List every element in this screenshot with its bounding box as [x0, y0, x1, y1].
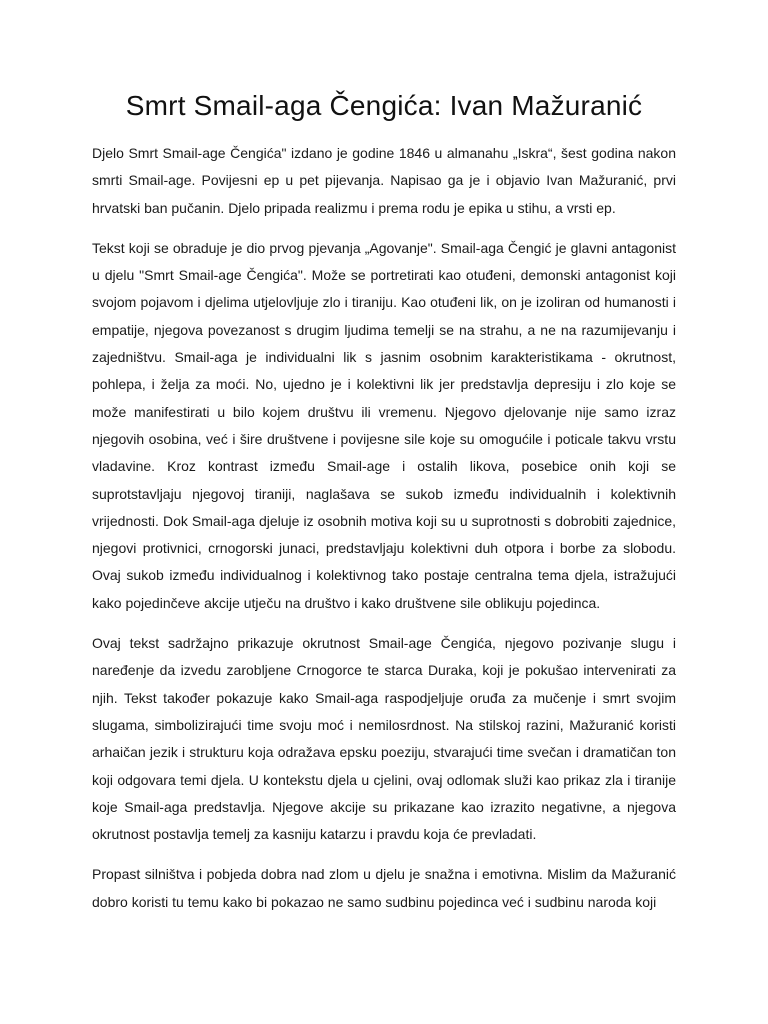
- paragraph-intro: Djelo Smrt Smail-age Čengića" izdano je godine 1846 u almanahu „Iskra“, šest godina nakon smrti Smail-age. Povijesni ep u pet pijevanja. Napisao ga je i objavio Ivan Mažuranić, prvi hrvatski ban pučanin. Djelo pripada realizmu i prema rodu je epika u stihu, a vrsti ep.: [92, 145, 676, 216]
- paragraph-content-analysis: Ovaj tekst sadržajno prikazuje okrutnost Smail-age Čengića, njegovo pozivanje slugu i naređenje da izvedu zarobljene Crnogorce te starca Duraka, koji je pokušao intervenirati za njih. Tekst također pokazuje kako Smail-aga raspodjeljuje oruđa za mučenje i smrt svojim slugama, simbolizirajući time svoju moć i nemilosrdnost. Na stilskoj razini, Mažuranić koristi arhaičan jezik i strukturu koja odražava epsku poeziju, stvarajući time svečan i dramatičan ton koji odgovara temi djela. U kontekstu djela u cjelini, ovaj odlomak služi kao prikaz zla i tiranije koje Smail-aga predstavlja. Njegove akcije su prikazane kao izrazito negativne, a njegova okrutnost postavlja temelj za kasniju katarzu i pravdu koja će prevladati.: [92, 635, 676, 843]
- paragraph-conclusion: Propast silništva i pobjeda dobra nad zlom u djelu je snažna i emotivna. Mislim da Mažuranić dobro koristi tu temu kako bi pokazao ne samo sudbinu pojedinca već i sudbinu naroda koji: [92, 866, 676, 910]
- paragraph-antagonist: Tekst koji se obraduje je dio prvog pjevanja „Agovanje". Smail-aga Čengić je glavni antagonist u djelu "Smrt Smail-age Čengića". Može se portretirati kao otuđeni, demonski antagonist koji svojom pojavom i djelima utjelovljuje zlo i tiraniju. Kao otuđeni lik, on je izoliran od humanosti i empatije, njegova povezanost s drugim ljudima temelji se na strahu, a ne na razumijevanju i zajedništvu. Smail-aga je individualni lik s jasnim osobnim karakteristikama - okrutnost, pohlepa, i želja za moći. No, ujedno je i kolektivni lik jer predstavlja depresiju i zlo koje se može manifestirati u bilo kojem društvu ili vremenu. Njegovo djelovanje nije samo izraz njegovih osobina, već i šire društvene i povijesne sile koje su omogućile i poticale takvu vrstu vladavine. Kroz kontrast između Smail-age i ostalih likova, posebice onih koji se suprotstavljaju njegovoj tiraniji, naglašava se sukob između individualnih i kolektivnih vrijednosti. Dok Smail-aga djeluje iz osobnih motiva koji su u suprotnosti s dobrobiti zajednice, njegovi protivnici, crnogorski junaci, predstavljaju kolektivni duh otpora i borbe za slobodu. Ovaj sukob između individualnog i kolektivnog tako postaje centralna tema djela, istražujući kako pojedinčeve akcije utječu na društvo i kako društvene sile oblikuju pojedinca.: [92, 239, 676, 611]
- document-title: Smrt Smail-aga Čengića: Ivan Mažuranić: [125, 90, 643, 121]
